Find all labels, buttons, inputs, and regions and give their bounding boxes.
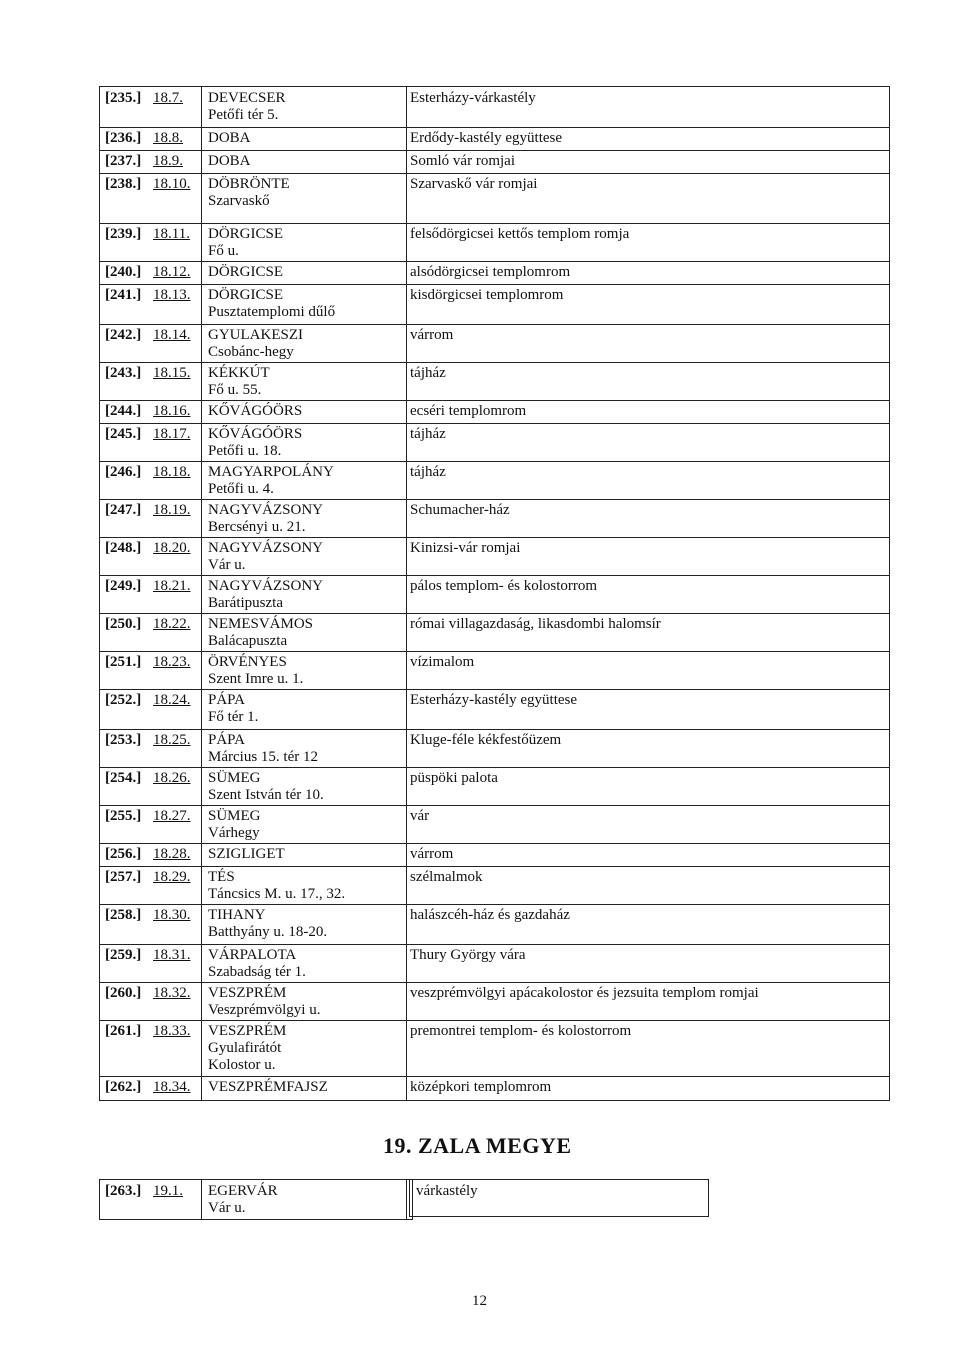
row-code: 18.9. [153,153,183,169]
row-code: 18.15. [153,365,191,381]
row-code: 18.30. [153,907,191,923]
monument-name: kisdörgicsei templomrom [410,287,564,303]
table-row [100,423,889,461]
table-row [100,150,889,173]
row-code: 18.20. [153,540,191,556]
monument-name: Esterházy-kastély együttese [410,692,578,708]
row-code: 18.16. [153,403,191,419]
column-divider [201,1180,202,1219]
monument-table [99,86,890,1101]
place-cell [208,808,261,842]
place-name: TIHANY [208,907,266,923]
row-code: 18.17. [153,426,191,442]
table-row [100,729,889,767]
row-code: 18.12. [153,264,191,280]
county-heading: 19. ZALA MEGYE [383,1133,572,1158]
column-divider [406,87,407,1100]
table-row [100,767,889,805]
row-code: 18.10. [153,176,191,192]
place-name: GYULAKESZI [208,327,303,343]
monument-name: pálos templom- és kolostorrom [410,578,598,594]
row-id: [244.] [105,403,142,419]
table-row [100,944,889,982]
monument-name: középkori templomrom [410,1079,552,1095]
monument-box [409,1179,709,1217]
place-name: NAGYVÁZSONY [208,502,323,518]
place-cell [208,426,302,460]
monument-name: tájház [410,464,446,480]
row-id: [241.] [105,287,142,303]
row-id: [240.] [105,264,142,280]
row-code: 18.18. [153,464,191,480]
place-name: DOBA [208,153,251,169]
monument-name: várkastély [416,1183,478,1199]
row-id: [254.] [105,770,142,786]
row-code: 18.27. [153,808,191,824]
place-cell [208,226,283,260]
row-id: [261.] [105,1023,142,1039]
zala-monument-table [99,1179,478,1220]
table-row [100,223,889,261]
row-id: [250.] [105,616,142,632]
place-cell [208,287,335,321]
table-row [100,1180,478,1218]
place-cell [208,502,323,536]
row-id: [257.] [105,869,142,885]
monument-name: Schumacher-ház [410,502,510,518]
place-address: Szent Imre u. 1. [208,671,304,687]
place-cell [208,869,345,903]
place-address: Szarvaskő [208,193,270,209]
table-row [100,843,889,866]
row-id: [259.] [105,947,142,963]
place-name: DÖRGICSE [208,264,284,280]
row-id: [263.] [105,1183,142,1199]
place-cell [208,578,323,612]
place-name: VESZPRÉMFAJSZ [208,1079,328,1095]
place-name: TÉS [208,869,235,885]
place-address: Fő u. [208,243,239,259]
table-row [100,689,889,729]
place-name: VESZPRÉM [208,985,287,1001]
row-code: 18.8. [153,130,183,146]
row-id: [242.] [105,327,142,343]
table-row [100,324,889,362]
monument-name: halászcéh-ház és gazdaház [410,907,570,923]
place-cell [208,692,258,726]
monument-name: Szarvaskő vár romjai [410,176,538,192]
row-code: 18.32. [153,985,191,1001]
place-name: KÉKKÚT [208,365,270,381]
place-cell [208,770,324,804]
monument-name: tájház [410,426,446,442]
monument-name: szélmalmok [410,869,483,885]
place-address: Fő tér 1. [208,709,259,725]
place-name: PÁPA [208,692,245,708]
place-address: Szabadság tér 1. [208,964,306,980]
table-row [100,127,889,150]
place-cell [208,947,306,981]
place-address: Barátipuszta [208,595,283,611]
place-cell [208,732,318,766]
row-id: [235.] [105,90,142,106]
column-divider [201,87,202,1100]
place-name: NAGYVÁZSONY [208,578,323,594]
table-row [100,362,889,400]
row-id: [238.] [105,176,142,192]
monument-name: felsődörgicsei kettős templom romja [410,226,630,242]
table-row [100,173,889,223]
monument-name: Kinizsi-vár romjai [410,540,521,556]
place-cell [208,1079,328,1096]
monument-name: tájház [410,365,446,381]
page-number: 12 [472,1293,487,1309]
table-row [100,575,889,613]
place-name: SZIGLIGET [208,846,285,862]
place-name: VÁRPALOTA [208,947,297,963]
table-row [100,904,889,944]
row-code: 18.24. [153,692,191,708]
row-code: 18.25. [153,732,191,748]
monument-name: várrom [410,327,454,343]
row-id: [258.] [105,907,142,923]
row-code: 18.14. [153,327,191,343]
place-name: SÜMEG [208,808,261,824]
monument-name: Thury György vára [410,947,526,963]
table-row [100,537,889,575]
place-cell [208,264,283,281]
place-cell [208,985,320,1019]
place-address: Petőfi u. 4. [208,481,274,497]
row-code: 18.21. [153,578,191,594]
place-address: Március 15. tér 12 [208,749,318,765]
place-address: Petőfi tér 5. [208,107,279,123]
table-row [100,1076,889,1099]
place-name: KŐVÁGÓÖRS [208,403,303,419]
row-code: 18.22. [153,616,191,632]
row-code: 18.33. [153,1023,191,1039]
table-row [100,461,889,499]
place-name: EGERVÁR [208,1183,278,1199]
row-code: 18.31. [153,947,191,963]
table-row [100,499,889,537]
place-cell [208,130,251,147]
monument-name: Erdődy-kastély együttese [410,130,563,146]
row-code: 18.19. [153,502,191,518]
place-address: Várhegy [208,825,260,841]
place-address: Veszprémvölgyi u. [208,1002,321,1018]
row-id: [255.] [105,808,142,824]
place-name: PÁPA [208,732,245,748]
place-name: KŐVÁGÓÖRS [208,426,303,442]
table-row [100,651,889,689]
place-cell [208,153,251,170]
row-id: [236.] [105,130,142,146]
table-row [100,400,889,423]
place-cell [208,1183,278,1217]
monument-name: püspöki palota [410,770,498,786]
table-row [100,805,889,843]
table-row [100,982,889,1020]
place-address: Petőfi u. 18. [208,443,282,459]
place-address: Gyulafirátót [208,1040,282,1056]
row-id: [251.] [105,654,142,670]
monument-name: várrom [410,846,454,862]
place-cell [208,616,313,650]
place-name: DÖRGICSE [208,287,284,303]
monument-name: Somló vár romjai [410,153,515,169]
place-address: Fő u. 55. [208,382,262,398]
row-code: 18.7. [153,90,183,106]
place-name: DOBA [208,130,251,146]
table-row [100,261,889,284]
row-id: [252.] [105,692,142,708]
place-address: Vár u. [208,557,246,573]
place-cell [208,403,302,420]
place-address: Bercsényi u. 21. [208,519,306,535]
row-code: 18.13. [153,287,191,303]
monument-name: ecséri templomrom [410,403,527,419]
monument-name: vár [410,808,430,824]
place-address: Szent István tér 10. [208,787,324,803]
monument-name: Kluge-féle kékfestőüzem [410,732,562,748]
row-id: [256.] [105,846,142,862]
place-cell [208,540,323,574]
row-id: [243.] [105,365,142,381]
row-code: 18.26. [153,770,191,786]
table-row [100,866,889,904]
place-cell [208,1023,286,1074]
monument-name: premontrei templom- és kolostorrom [410,1023,632,1039]
row-code: 19.1. [153,1183,183,1199]
table-row [100,1020,889,1076]
row-id: [237.] [105,153,142,169]
place-address: Kolostor u. [208,1057,276,1073]
column-divider [406,1180,407,1219]
row-id: [247.] [105,502,142,518]
table-row [100,87,889,127]
place-name: DEVECSER [208,90,286,106]
place-name: ÖRVÉNYES [208,654,287,670]
row-id: [260.] [105,985,142,1001]
place-cell [208,90,286,124]
place-cell [208,907,327,941]
row-code: 18.23. [153,654,191,670]
monument-name: római villagazdaság, likasdombi halomsír [410,616,661,632]
place-address: Balácapuszta [208,633,288,649]
row-id: [262.] [105,1079,142,1095]
place-address: Batthyány u. 18-20. [208,924,328,940]
place-cell [208,464,334,498]
place-cell [208,846,285,863]
place-cell [208,176,290,210]
monument-name: vízimalom [410,654,475,670]
row-id: [249.] [105,578,142,594]
place-name: NAGYVÁZSONY [208,540,323,556]
place-cell [208,654,303,688]
place-address: Pusztatemplomi dűlő [208,304,336,320]
row-code: 18.34. [153,1079,191,1095]
place-name: NEMESVÁMOS [208,616,314,632]
row-id: [239.] [105,226,142,242]
place-address: Csobánc-hegy [208,344,294,360]
table-row [100,613,889,651]
place-name: DÖRGICSE [208,226,284,242]
place-name: MAGYARPOLÁNY [208,464,334,480]
place-cell [208,365,270,399]
place-name: VESZPRÉM [208,1023,287,1039]
place-cell [208,327,303,361]
row-id: [253.] [105,732,142,748]
place-address: Táncsics M. u. 17., 32. [208,886,346,902]
place-name: DÖBRÖNTE [208,176,290,192]
monument-name: veszprémvölgyi apácakolostor és jezsuita templom romjai [410,985,759,1001]
row-id: [246.] [105,464,142,480]
row-code: 18.28. [153,846,191,862]
place-address: Vár u. [208,1200,246,1216]
monument-name: Esterházy-várkastély [410,90,536,106]
table-row [100,284,889,324]
monument-name: alsódörgicsei templomrom [410,264,571,280]
row-id: [245.] [105,426,142,442]
row-id: [248.] [105,540,142,556]
row-code: 18.11. [153,226,190,242]
row-code: 18.29. [153,869,191,885]
place-name: SÜMEG [208,770,261,786]
